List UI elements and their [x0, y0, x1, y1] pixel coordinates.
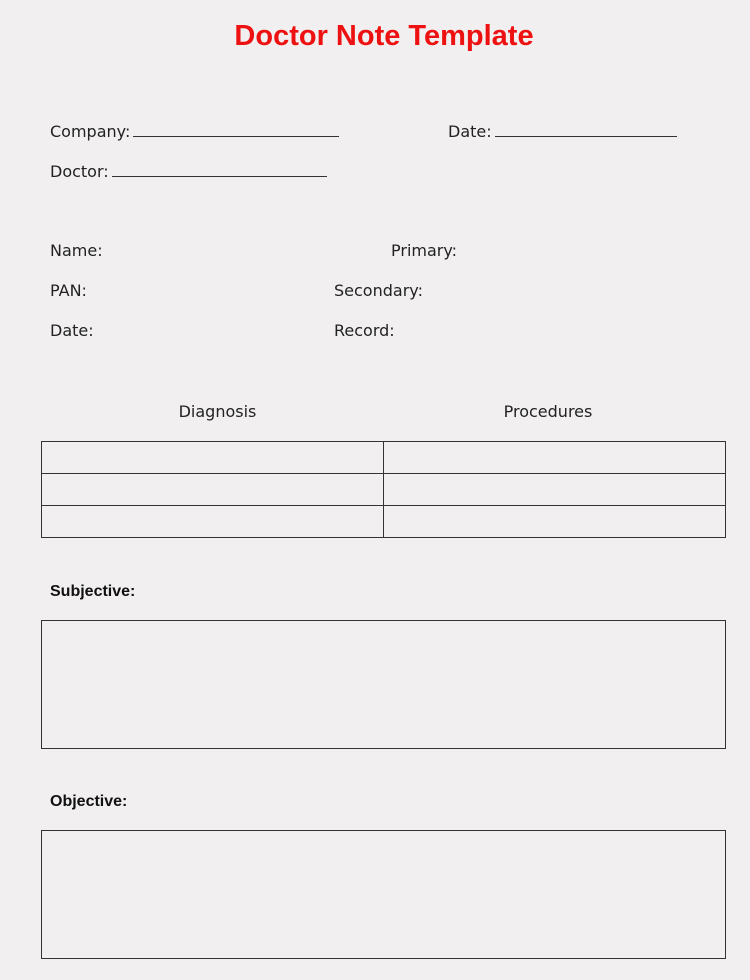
company-input-line[interactable]	[133, 121, 339, 137]
patient-date-label: Date:	[50, 321, 94, 340]
header-date-input-line[interactable]	[495, 121, 677, 137]
company-label: Company:	[50, 122, 131, 141]
pan-label: PAN:	[50, 281, 87, 300]
table-row	[42, 506, 726, 538]
diagnosis-procedures-table	[41, 441, 726, 538]
objective-box[interactable]	[41, 830, 726, 959]
subjective-box[interactable]	[41, 620, 726, 749]
header-date-field	[448, 121, 677, 142]
subjective-label: Subjective:	[50, 583, 136, 600]
page-title: Doctor Note Template	[234, 20, 534, 52]
secondary-label: Secondary:	[334, 281, 423, 300]
company-field	[50, 121, 339, 142]
name-label: Name:	[50, 241, 103, 260]
diagnosis-cell[interactable]	[42, 506, 384, 538]
diagnosis-cell[interactable]	[42, 442, 384, 474]
procedures-cell[interactable]	[384, 474, 726, 506]
doctor-input-line[interactable]	[112, 161, 327, 177]
header-date-label: Date:	[448, 122, 492, 141]
diagnosis-cell[interactable]	[42, 474, 384, 506]
table-row	[42, 442, 726, 474]
procedures-cell[interactable]	[384, 442, 726, 474]
primary-label: Primary:	[391, 241, 458, 260]
doctor-field	[50, 161, 327, 182]
objective-label: Objective:	[50, 793, 128, 810]
diagnosis-header: Diagnosis	[178, 402, 257, 421]
doctor-label: Doctor:	[50, 162, 109, 181]
procedures-header: Procedures	[503, 402, 593, 421]
procedures-cell[interactable]	[384, 506, 726, 538]
table-row	[42, 474, 726, 506]
record-label: Record:	[334, 321, 395, 340]
